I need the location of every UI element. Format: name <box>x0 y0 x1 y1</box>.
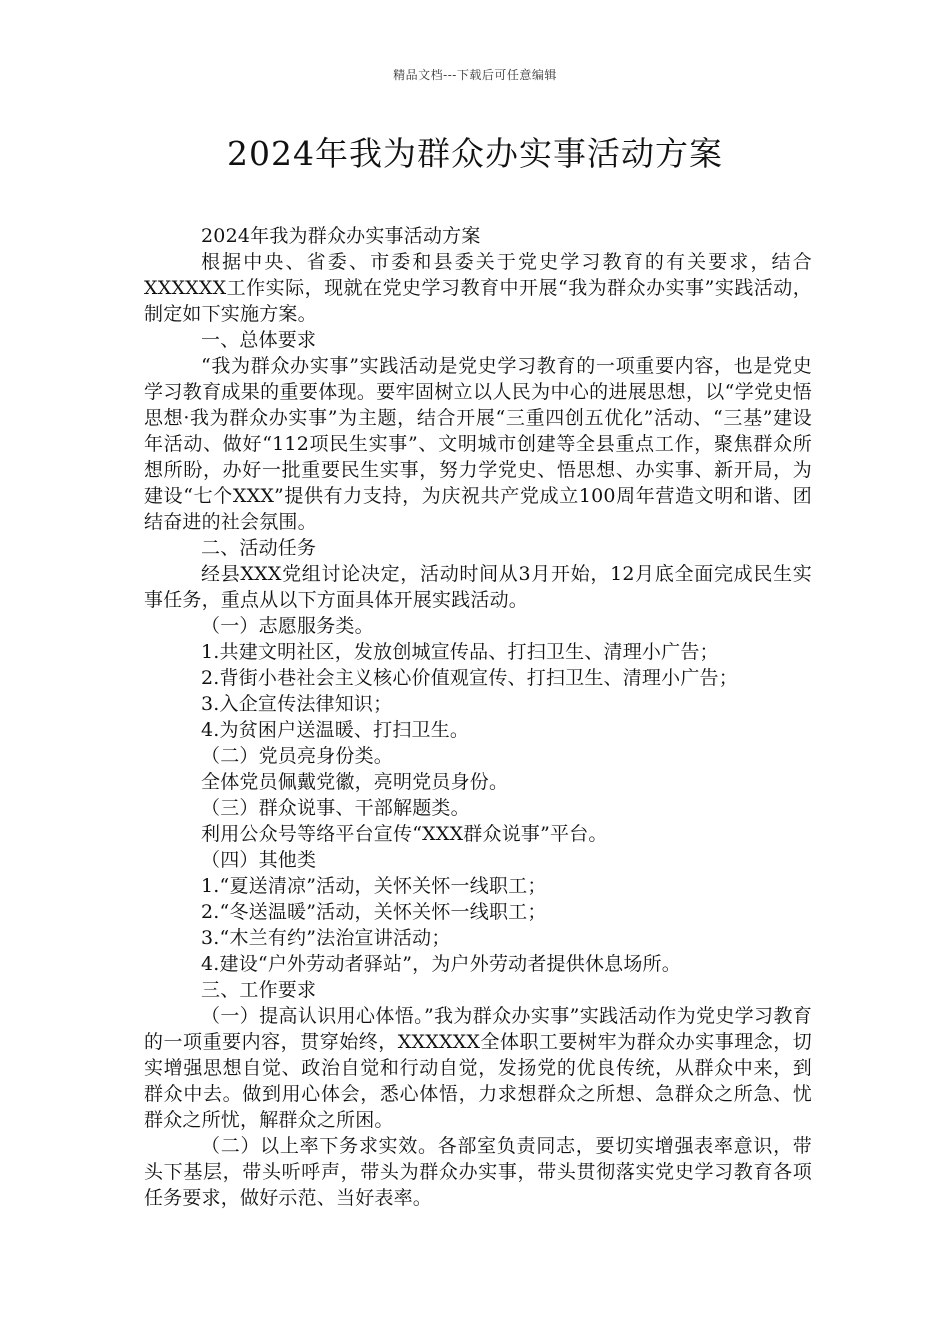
paragraph: “我为群众办实事”实践活动是党史学习教育的一项重要内容，也是党史学习教育成果的重要体现。要牢固树立以人民为中心的进展思想，以“学党史悟思想·我为群众办实事”为主题，结合开展“三重四创五优化”活动、“三基”建设年活动、做好“112项民生实事”、文明城市创建等全县重点工作，聚焦群众所想所盼，办好一批重要民生实事，努力学党史、悟思想、办实事、新开局，为建设“七个XXX”提供有力支持，为庆祝共产党成立100周年营造文明和谐、团结奋进的社会氛围。 <box>144 355 812 533</box>
list-item: 3.“木兰有约”法治宣讲活动； <box>201 927 451 949</box>
subsection-heading: （四）其他类 <box>201 849 317 871</box>
list-item: 1.共建文明社区，发放创城宣传品、打扫卫生、清理小广告； <box>201 641 719 663</box>
section-heading: 一、总体要求 <box>201 329 317 351</box>
page-header: 精品文档---下载后可任意编辑 <box>393 68 557 82</box>
list-item: 2.“冬送温暖”活动，关怀关怀一线职工； <box>201 901 547 923</box>
paragraph: 根据中央、省委、市委和县委关于党史学习教育的有关要求，结合XXXXXX工作实际，现就在党史学习教育中开展“我为群众办实事”实践活动，制定如下实施方案。 <box>144 251 812 325</box>
section-heading: 二、活动任务 <box>201 537 317 559</box>
list-item: 1.“夏送清凉”活动，关怀关怀一线职工； <box>201 875 547 897</box>
list-item: 利用公众号等络平台宣传“XXX群众说事”平台。 <box>201 823 608 845</box>
document-body <box>144 223 812 1211</box>
list-item: 3.入企宣传法律知识； <box>201 693 393 715</box>
list-item: 2.背街小巷社会主义核心价值观宣传、打扫卫生、清理小广告； <box>201 667 738 689</box>
paragraph: （二）以上率下务求实效。各部室负责同志，要切实增强表率意识，带头下基层，带头听呼声，带头为群众办实事，带头贯彻落实党史学习教育各项任务要求，做好示范、当好表率。 <box>144 1135 812 1209</box>
paragraph: 经县XXX党组讨论决定，活动时间从3月开始，12月底全面完成民生实事任务，重点从以下方面具体开展实践活动。 <box>144 563 812 611</box>
subsection-heading: （二）党员亮身份类。 <box>201 745 394 767</box>
list-item: 4.为贫困户送温暖、打扫卫生。 <box>201 719 470 741</box>
paragraph: （一）提高认识用心体悟。”我为群众办实事”实践活动作为党史学习教育的一项重要内容，贯穿始终，XXXXXX全体职工要树牢为群众办实事理念，切实增强思想自觉、政治自觉和行动自觉，发扬党的优良传统，从群众中来，到群众中去。做到用心体会，悉心体悟，力求想群众之所想、急群众之所急、忧群众之所忧，解群众之所困。 <box>144 1005 812 1131</box>
paragraph: 2024年我为群众办实事活动方案 <box>201 225 481 247</box>
subsection-heading: （三）群众说事、干部解题类。 <box>201 797 470 819</box>
list-item: 全体党员佩戴党徽，亮明党员身份。 <box>201 771 509 793</box>
document-title: 2024年我为群众办实事活动方案 <box>227 134 723 173</box>
section-heading: 三、工作要求 <box>201 979 317 1001</box>
subsection-heading: （一）志愿服务类。 <box>201 615 374 637</box>
list-item: 4.建设“户外劳动者驿站”，为户外劳动者提供休息场所。 <box>201 953 681 975</box>
